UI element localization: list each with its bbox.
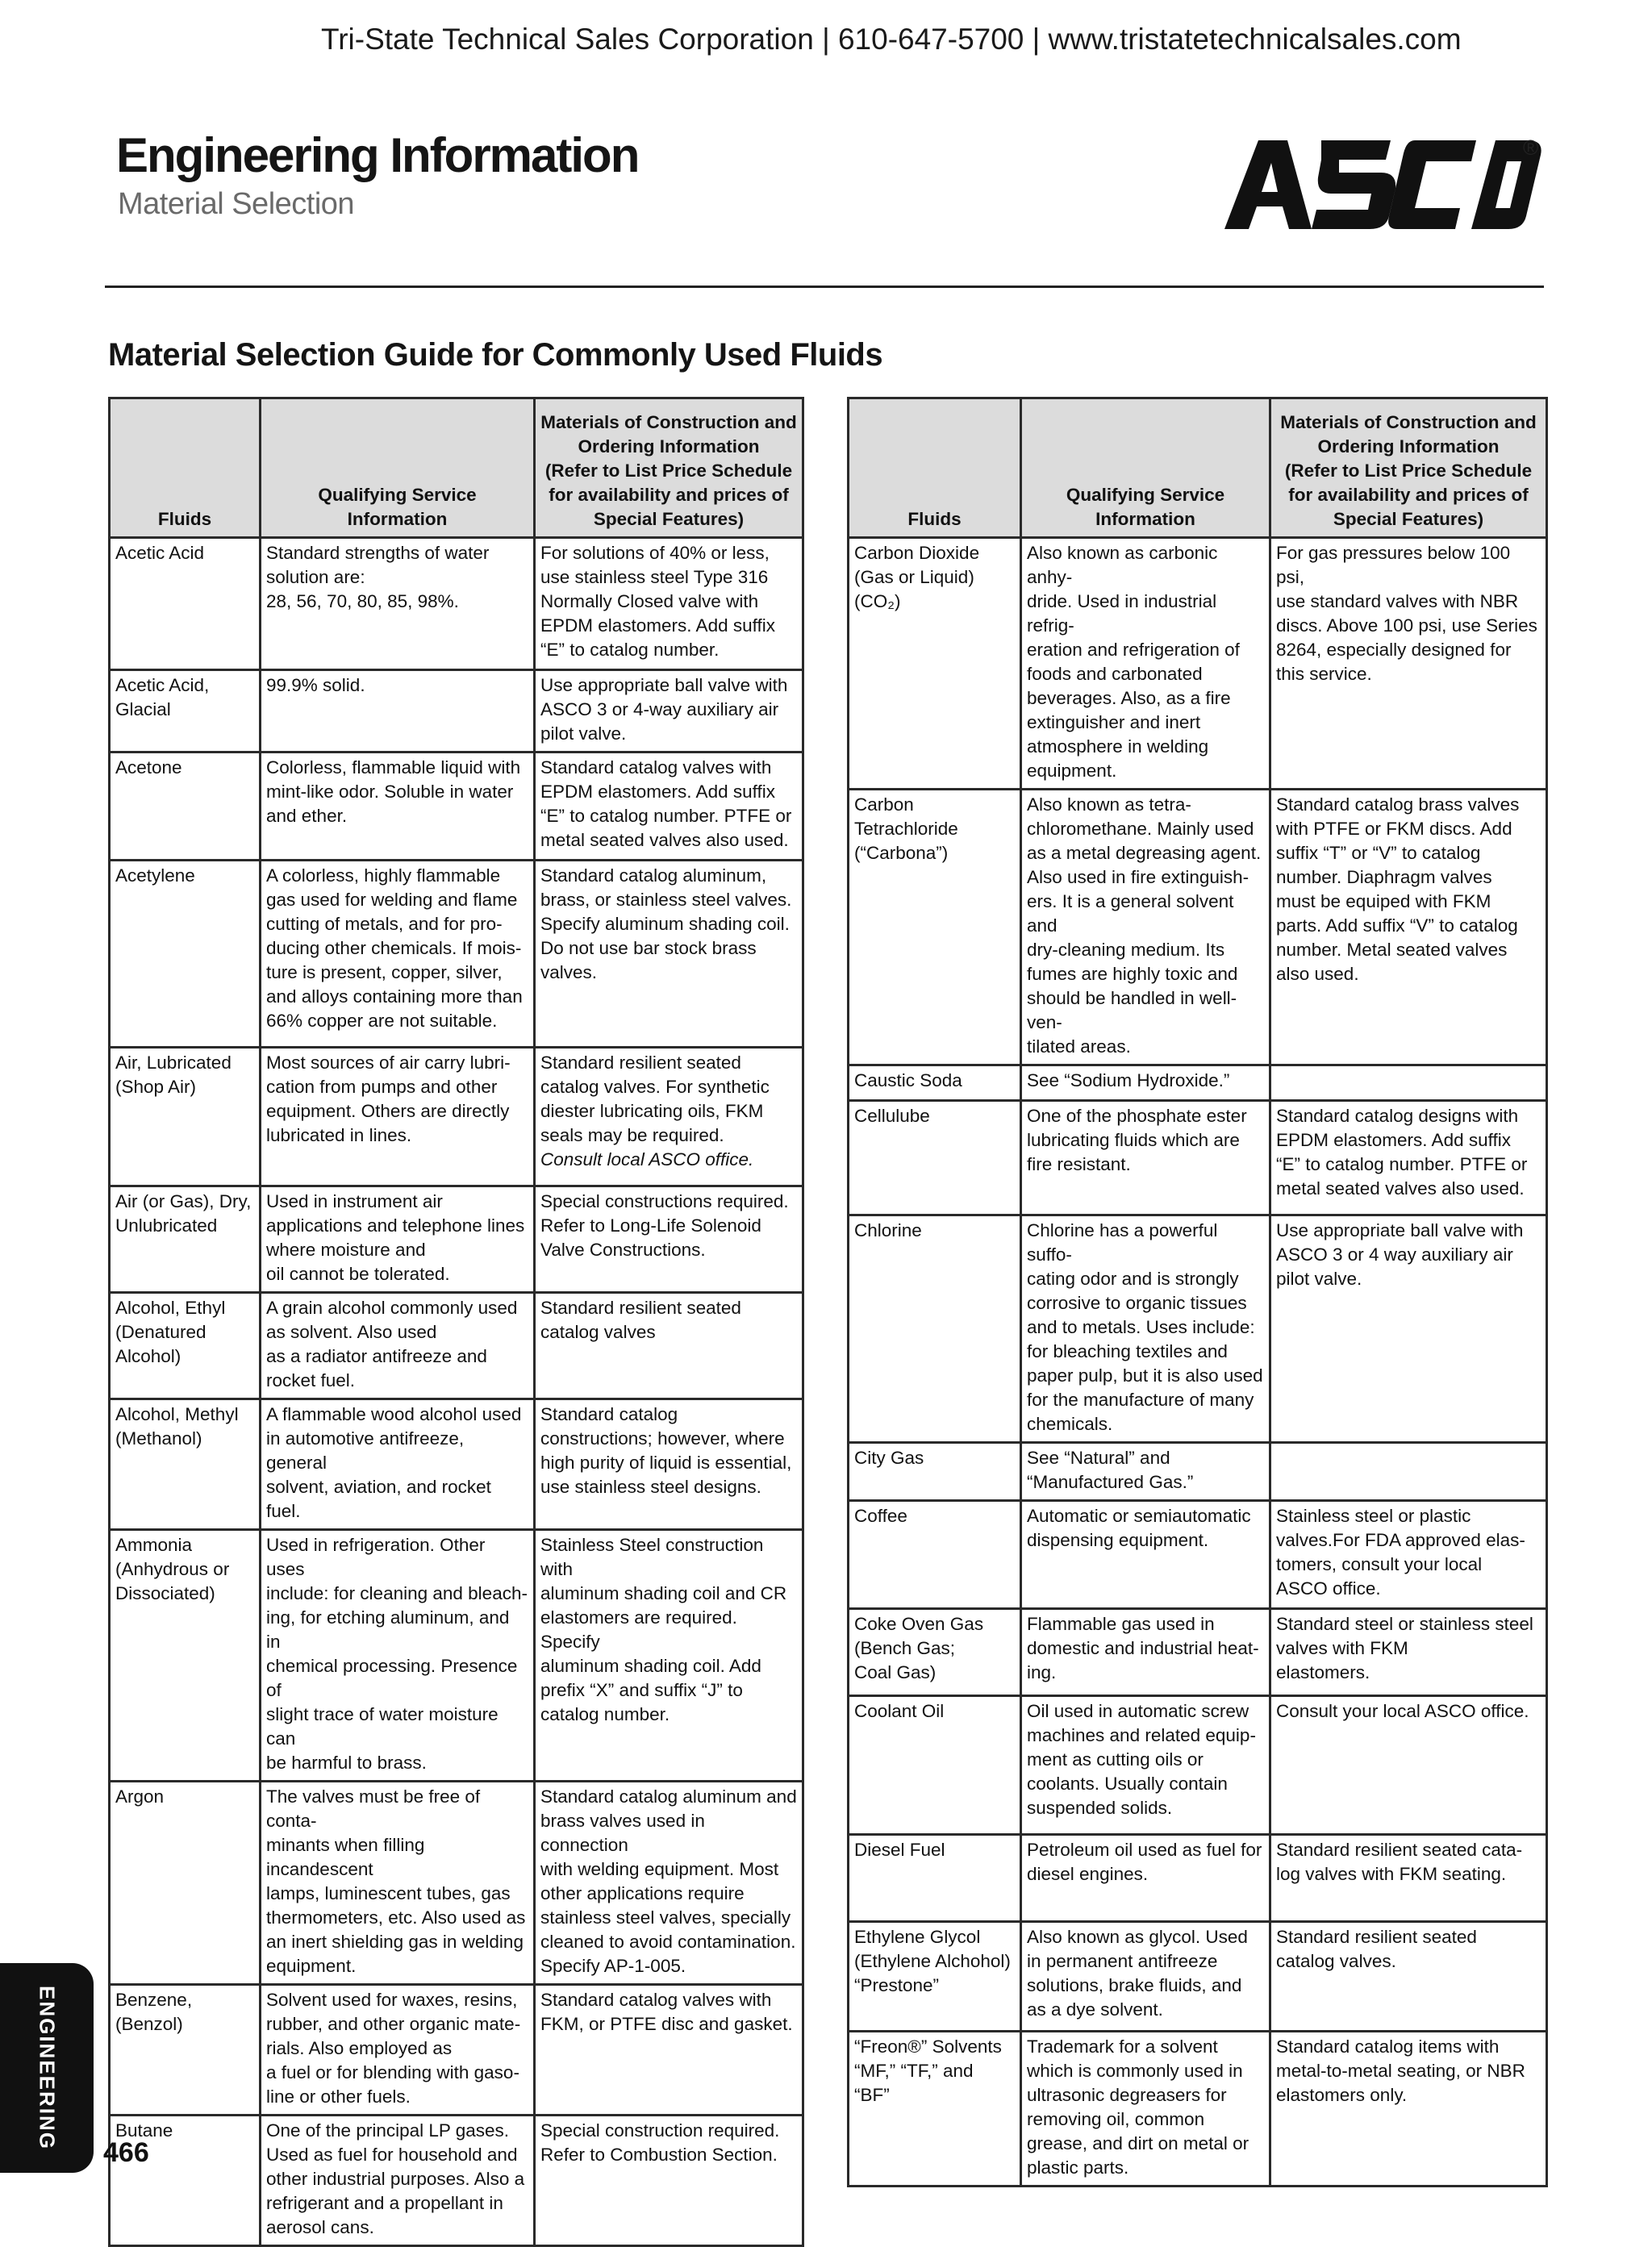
materials-cell — [535, 1782, 803, 1985]
service-info-text: A colorless, highly flammable gas used for welding and flame cutting of metals, and for pro- ducing other chemicals. If mois- ture is present, copper, silver, and alloys containing more than 66% copper are not suitable. — [266, 865, 523, 1031]
fluid-name-cell — [110, 1048, 261, 1186]
service-info-text: See “Natural” and “Manufactured Gas.” — [1027, 1448, 1194, 1492]
fluid-name-cell — [849, 1215, 1021, 1443]
service-info-text: Chlorine has a powerful suffo- cating odor and is strongly corrosive to organic tissues and to metals. Uses include: for bleaching textiles and paper pulp, but it is also used for the manufacture of many chemicals. — [1027, 1220, 1263, 1434]
table-body-left — [110, 538, 803, 2246]
materials-text: Standard catalog items with metal-to-metal seating, or NBR elastomers only. — [1276, 2036, 1525, 2105]
fluid-name-text: Caustic Soda — [854, 1070, 962, 1090]
material-table-right — [847, 397, 1548, 2187]
service-info-text: Used in refrigeration. Other uses include: for cleaning and bleach- ing, for etching aluminum, and in chemical processing. Presence of slight trace of water moisture can be harmful to brass. — [266, 1535, 528, 1773]
materials-cell — [535, 1186, 803, 1293]
service-info-cell — [261, 1293, 535, 1399]
column-header-qualifying-service: Qualifying Service Information — [1021, 398, 1270, 538]
fluid-name-text: Acetylene — [115, 865, 195, 886]
service-info-text: Flammable gas used in domestic and industrial heat- ing. — [1027, 1614, 1259, 1682]
fluid-name-cell — [849, 1065, 1021, 1101]
fluid-name-cell — [110, 670, 261, 752]
service-info-cell — [1021, 1443, 1270, 1501]
service-info-cell — [261, 2116, 535, 2246]
page-number: 466 — [103, 2137, 149, 2168]
materials-text: Standard resilient seated catalog valves. For synthetic diester lubricating oils, FKM seals may be required. — [540, 1053, 770, 1145]
materials-text: For gas pressures below 100 psi, use standard valves with NBR discs. Above 100 psi, use Series 8264, especially designed for this service. — [1276, 543, 1537, 684]
materials-cell — [1270, 1609, 1547, 1696]
materials-cell — [1270, 1101, 1547, 1215]
table-header-row — [110, 398, 803, 538]
fluid-name-cell — [110, 861, 261, 1048]
service-info-text: See “Sodium Hydroxide.” — [1027, 1070, 1230, 1090]
table-row — [110, 1293, 803, 1399]
table-row — [110, 752, 803, 861]
table-row — [849, 1835, 1547, 1922]
materials-cell — [535, 1985, 803, 2116]
fluid-name-text: Argon — [115, 1786, 165, 1807]
material-table-left — [108, 397, 804, 2247]
table-row — [110, 538, 803, 670]
service-info-text: Used in instrument air applications and telephone lines where moisture and oil cannot be tolerated. — [266, 1191, 525, 1284]
materials-text: Standard catalog designs with EPDM elastomers. Add suffix “E” to catalog number. PTFE or metal seated valves also used. — [1276, 1106, 1528, 1199]
materials-cell — [1270, 1696, 1547, 1835]
fluid-name-text: Alcohol, Ethyl (Denatured Alcohol) — [115, 1298, 226, 1366]
table-row — [110, 2116, 803, 2246]
table-row — [849, 1609, 1547, 1696]
service-info-text: Trademark for a solvent which is commonly used in ultrasonic degreasers for removing oil, common grease, and dirt on metal or plastic parts. — [1027, 2036, 1249, 2178]
materials-note: Consult local ASCO office. — [540, 1149, 754, 1169]
fluid-name-cell — [849, 1922, 1021, 2032]
fluid-name-text: Benzene, (Benzol) — [115, 1990, 193, 2034]
materials-cell — [1270, 1215, 1547, 1443]
materials-cell — [535, 670, 803, 752]
service-info-cell — [1021, 1065, 1270, 1101]
fluid-name-cell — [110, 1399, 261, 1530]
table-body-right — [849, 538, 1547, 2187]
company-banner: Tri-State Technical Sales Corporation | 610-647-5700 | www.tristatetechnicalsales.com — [321, 23, 1462, 56]
materials-text: Standard catalog valves with FKM, or PTFE disc and gasket. — [540, 1990, 793, 2034]
asco-logo — [1224, 135, 1544, 232]
fluid-name-cell — [849, 1101, 1021, 1215]
column-header-materials: Materials of Construction and Ordering Information (Refer to List Price Schedule for availability and prices of Special Features) — [535, 398, 803, 538]
service-info-text: 99.9% solid. — [266, 675, 365, 695]
table-row — [110, 1530, 803, 1782]
materials-cell — [535, 752, 803, 861]
column-header-fluids: Fluids — [849, 398, 1021, 538]
table-row — [849, 790, 1547, 1065]
service-info-cell — [1021, 790, 1270, 1065]
side-tab-label: ENGINEERING — [35, 1985, 60, 2151]
materials-text: Standard steel or stainless steel valves with FKM elastomers. — [1276, 1614, 1533, 1682]
table-row — [110, 1782, 803, 1985]
service-info-cell — [261, 538, 535, 670]
service-info-cell — [1021, 2032, 1270, 2187]
fluid-name-cell — [849, 1443, 1021, 1501]
materials-text: Standard resilient seated catalog valves — [540, 1298, 741, 1342]
fluid-name-cell — [110, 1985, 261, 2116]
materials-cell — [535, 1048, 803, 1186]
service-info-cell — [261, 1399, 535, 1530]
fluid-name-cell — [110, 1186, 261, 1293]
materials-text: Special constructions required. Refer to Long-Life Solenoid Valve Constructions. — [540, 1191, 789, 1260]
engineering-side-tab — [0, 1963, 94, 2173]
table-row — [110, 1186, 803, 1293]
fluid-name-cell — [849, 1609, 1021, 1696]
table-row — [849, 538, 1547, 790]
fluid-name-text: Air, Lubricated (Shop Air) — [115, 1053, 232, 1097]
service-info-text: A grain alcohol commonly used as solvent. Also used as a radiator antifreeze and rocket fuel. — [266, 1298, 518, 1390]
materials-text: Use appropriate ball valve with ASCO 3 or 4 way auxiliary air pilot valve. — [1276, 1220, 1524, 1289]
materials-cell — [1270, 538, 1547, 790]
materials-cell — [1270, 790, 1547, 1065]
service-info-text: Also known as carbonic anhy- dride. Used in industrial refrig- eration and refrigeration of foods and carbonated beverages. Also, as a fire extinguisher and inert atmosphere in welding equipment. — [1027, 543, 1240, 781]
materials-cell — [1270, 1443, 1547, 1501]
fluid-name-text: Coffee — [854, 1506, 907, 1526]
table-row — [849, 1101, 1547, 1215]
service-info-text: One of the phosphate ester lubricating fluids which are fire resistant. — [1027, 1106, 1247, 1174]
materials-cell — [1270, 1922, 1547, 2032]
page-subtitle: Material Selection — [118, 187, 355, 221]
service-info-text: Also known as tetra- chloromethane. Mainly used as a metal degreasing agent. Also used in fire extinguish- ers. It is a general solvent and dry-cleaning medium. Its fumes are highly toxic and should be handled in well-ven- tilated areas. — [1027, 794, 1262, 1057]
service-info-cell — [1021, 1835, 1270, 1922]
materials-cell — [535, 1530, 803, 1782]
service-info-text: Most sources of air carry lubri- cation from pumps and other equipment. Others are directly lubricated in lines. — [266, 1053, 511, 1145]
service-info-cell — [261, 861, 535, 1048]
fluid-name-cell — [110, 752, 261, 861]
table-row — [849, 1215, 1547, 1443]
service-info-text: Oil used in automatic screw machines and related equip- ment as cutting oils or coolants. Usually contain suspended solids. — [1027, 1701, 1256, 1818]
service-info-cell — [1021, 538, 1270, 790]
service-info-text: A flammable wood alcohol used in automotive antifreeze, general solvent, aviation, and rocket fuel. — [266, 1404, 522, 1521]
service-info-text: Colorless, flammable liquid with mint-like odor. Soluble in water and ether. — [266, 757, 521, 826]
service-info-cell — [261, 670, 535, 752]
materials-text: Use appropriate ball valve with ASCO 3 or 4-way auxiliary air pilot valve. — [540, 675, 788, 744]
service-info-cell — [261, 1530, 535, 1782]
column-header-fluids: Fluids — [110, 398, 261, 538]
fluid-name-text: Coolant Oil — [854, 1701, 945, 1721]
fluid-name-text: Carbon Dioxide (Gas or Liquid) (CO₂) — [854, 543, 980, 611]
materials-text: Stainless Steel construction with aluminum shading coil and CR elastomers are required. Specify aluminum shading coil. Add prefix “X” and suffix “J” to catalog number. — [540, 1535, 787, 1724]
fluid-name-text: Carbon Tetrachloride (“Carbona”) — [854, 794, 958, 863]
service-info-cell — [261, 1782, 535, 1985]
service-info-text: Petroleum oil used as fuel for diesel engines. — [1027, 1840, 1262, 1884]
table-row — [110, 861, 803, 1048]
service-info-cell — [261, 752, 535, 861]
fluid-name-text: Butane — [115, 2120, 173, 2141]
table-header-row — [849, 398, 1547, 538]
fluid-name-cell — [110, 538, 261, 670]
service-info-text: Automatic or semiautomatic dispensing equipment. — [1027, 1506, 1251, 1550]
column-header-materials: Materials of Construction and Ordering Information (Refer to List Price Schedule for availability and prices of Special Features) — [1270, 398, 1547, 538]
service-info-cell — [1021, 1922, 1270, 2032]
fluid-name-text: City Gas — [854, 1448, 924, 1468]
service-info-cell — [261, 1048, 535, 1186]
fluid-name-cell — [110, 1530, 261, 1782]
table-row — [849, 1696, 1547, 1835]
column-header-qualifying-service: Qualifying Service Information — [261, 398, 535, 538]
fluid-name-text: Air (or Gas), Dry, Unlubricated — [115, 1191, 252, 1236]
materials-text: Standard catalog valves with EPDM elastomers. Add suffix “E” to catalog number. PTFE or metal seated valves also used. — [540, 757, 792, 850]
table-row — [110, 1399, 803, 1530]
service-info-text: One of the principal LP gases. Used as fuel for household and other industrial purposes. Also a refrigerant and a propellant in aerosol cans. — [266, 2120, 525, 2237]
materials-text: Standard resilient seated cata- log valves with FKM seating. — [1276, 1840, 1523, 1884]
service-info-cell — [1021, 1215, 1270, 1443]
materials-text: Stainless steel or plastic valves.For FDA approved elas- tomers, consult your local ASCO office. — [1276, 1506, 1525, 1599]
registered-mark: ® — [1523, 135, 1539, 160]
table-row — [110, 670, 803, 752]
service-info-cell — [1021, 1501, 1270, 1609]
table-row — [110, 1985, 803, 2116]
service-info-text: Also known as glycol. Used in permanent antifreeze solutions, brake fluids, and as a dye solvent. — [1027, 1927, 1248, 2020]
fluid-name-text: Diesel Fuel — [854, 1840, 945, 1860]
materials-cell — [1270, 1065, 1547, 1101]
fluid-name-cell — [849, 1696, 1021, 1835]
service-info-text: Standard strengths of water solution are: 28, 56, 70, 80, 85, 98%. — [266, 543, 490, 611]
materials-cell — [1270, 2032, 1547, 2187]
fluid-name-text: Alcohol, Methyl (Methanol) — [115, 1404, 239, 1449]
service-info-cell — [261, 1985, 535, 2116]
table-row — [849, 1443, 1547, 1501]
service-info-text: Solvent used for waxes, resins, rubber, and other organic mate- rials. Also employed as a fuel or for blending with gaso- line or other fuels. — [266, 1990, 521, 2107]
fluid-name-cell — [849, 1501, 1021, 1609]
table-row — [849, 2032, 1547, 2187]
materials-text: Standard catalog aluminum and brass valves used in connection with welding equipment. Most other applications require stainless steel valves, specially cleaned to avoid contamination. Specify AP-1-005. — [540, 1786, 797, 1976]
fluid-name-cell — [110, 1782, 261, 1985]
materials-text: Standard catalog aluminum, brass, or stainless steel valves. Specify aluminum shading coil. Do not use bar stock brass valves. — [540, 865, 792, 982]
materials-cell — [535, 1399, 803, 1530]
materials-text: Standard catalog brass valves with PTFE or FKM discs. Add suffix “T” or “V” to catalog number. Diaphragm valves must be equiped with FKM parts. Add suffix “V” to catalog number. Metal seated valves also used. — [1276, 794, 1520, 984]
materials-cell — [535, 538, 803, 670]
materials-cell — [535, 1293, 803, 1399]
materials-text: Consult your local ASCO office. — [1276, 1701, 1529, 1721]
section-title: Material Selection Guide for Commonly Used Fluids — [108, 337, 883, 373]
fluid-name-cell — [110, 1293, 261, 1399]
fluid-name-cell — [849, 1835, 1021, 1922]
service-info-text: The valves must be free of conta- minants when filling incandescent lamps, luminescent tubes, gas thermometers, etc. Also used as an inert shielding gas in welding equipment. — [266, 1786, 526, 1976]
fluid-name-text: Acetic Acid — [115, 543, 205, 563]
materials-text: Standard resilient seated catalog valves. — [1276, 1927, 1477, 1971]
service-info-cell — [1021, 1696, 1270, 1835]
materials-cell — [535, 2116, 803, 2246]
table-row — [849, 1501, 1547, 1609]
table-row — [849, 1065, 1547, 1101]
table-row — [110, 1048, 803, 1186]
header-divider — [105, 286, 1544, 288]
fluid-name-cell — [849, 2032, 1021, 2187]
materials-text: Standard catalog constructions; however, where high purity of liquid is essential, use stainless steel designs. — [540, 1404, 792, 1497]
page-title: Engineering Information — [116, 128, 639, 182]
materials-text: For solutions of 40% or less, use stainless steel Type 316 Normally Closed valve with EPDM elastomers. Add suffix “E” to catalog number. — [540, 543, 775, 660]
service-info-cell — [1021, 1101, 1270, 1215]
fluid-name-text: “Freon®” Solvents “MF,” “TF,” and “BF” — [854, 2036, 1002, 2105]
materials-cell — [1270, 1501, 1547, 1609]
fluid-name-text: Cellulube — [854, 1106, 930, 1126]
fluid-name-cell — [849, 538, 1021, 790]
materials-text: Special construction required. Refer to Combustion Section. — [540, 2120, 780, 2165]
fluid-name-text: Chlorine — [854, 1220, 922, 1240]
service-info-cell — [261, 1186, 535, 1293]
fluid-name-cell — [849, 790, 1021, 1065]
service-info-cell — [1021, 1609, 1270, 1696]
fluid-name-text: Ethylene Glycol (Ethylene Alchohol) “Prestone” — [854, 1927, 1011, 1995]
fluid-name-cell — [110, 2116, 261, 2246]
fluid-name-text: Acetone — [115, 757, 182, 777]
fluid-name-text: Acetic Acid, Glacial — [115, 675, 210, 719]
fluid-name-text: Coke Oven Gas (Bench Gas; Coal Gas) — [854, 1614, 984, 1682]
table-row — [849, 1922, 1547, 2032]
materials-cell — [1270, 1835, 1547, 1922]
materials-cell — [535, 861, 803, 1048]
fluid-name-text: Ammonia (Anhydrous or Dissociated) — [115, 1535, 230, 1603]
